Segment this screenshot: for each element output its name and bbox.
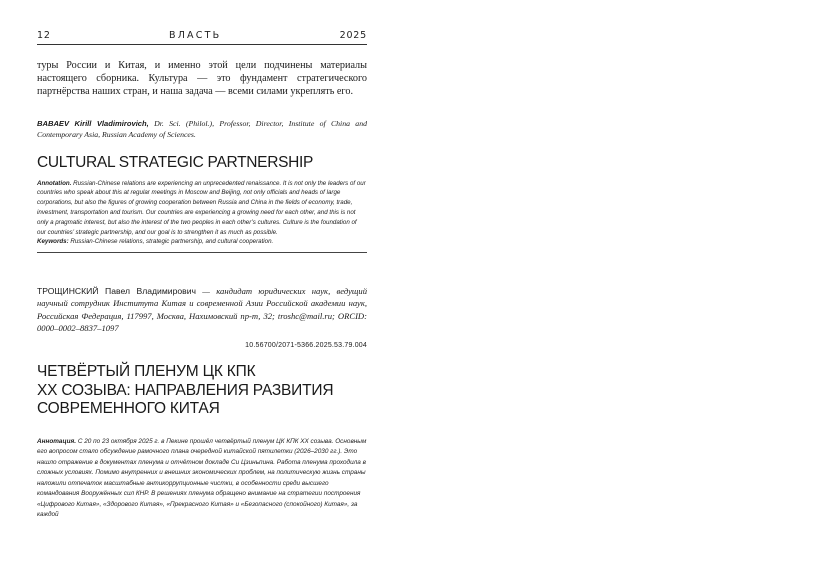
intro-paragraph: туры России и Китая, и именно этой цели подчинены материалы настоящего сборника. Культура — это фундамент стратегического партнёрства наших стран, и наша задача — всеми силами укреплять его. — [37, 60, 367, 98]
author-ru — [37, 285, 367, 334]
journal-title: ВЛАСТЬ — [168, 30, 222, 41]
title-ru-line-3: СОВРЕМЕННОГО КИТАЯ — [37, 400, 220, 418]
annotation-text-en: Russian-Chinese relations are experiencing an unprecedented renaissance. It is not only the leaders of our countries who speak about this at regular meetings in Moscow and Beijing, not only officials and heads of large corporations, but also the figures of growing cooperation between Russia and China in the fields of economy, trade, investment, transportation and tourism. Our countries are experiencing a growing need for each other, and this is not only a pragmatic interest, but also the interest of the two peoples in each other’s cultures. Culture is the foundation of our countries’ strategic partnership, and our goal is to strengthen it as much as possible. — [37, 179, 366, 236]
page-number: 12 — [37, 30, 51, 41]
annotation-text-ru: С 20 по 23 октября 2025 г. в Пекине прошёл четвёртый пленум ЦК КПК XX созыва. Основным его вопросом стало обсуждение рамочного плана очередной китайской пятилетки (2026–2030 гг.). Это нашло отражение в документах пленума и отчётном докладе Си Цзиньпина. Работа пленума проходила в сложных условиях. Помимо внутренних и внешних экономических проблем, на политическую жизнь страны наложили отпечаток масштабные антикоррупционные чистки, в особенности среди высшего командования Вооружённых сил КНР. В решениях пленума обращено внимание на стратегии построения «Цифрового Китая», «Здорового Китая», «Прекрасного Китая» и «Безопасного (спокойного) Китая», за каждой — [37, 437, 367, 519]
title-ru-line-1: ЧЕТВЁРТЫЙ ПЛЕНУМ ЦК КПК — [37, 363, 256, 381]
running-header — [37, 30, 367, 41]
article-title-en: CULTURAL STRATEGIC PARTNERSHIP — [37, 153, 314, 171]
keywords-label-en: Keywords: — [37, 238, 69, 246]
author-ru-details: — кандидат юридических наук, ведущий научный сотрудник Института Китая и современной Азии Российской академии наук, Российская Федерация, 117997, Москва, Нахимовский пр-т, 32; troshc@mail.ru; ORCID: 0000–0002–8837–1097 — [37, 286, 367, 334]
abstract-ru — [37, 437, 367, 521]
section-divider — [37, 252, 367, 253]
keywords-text-en: Russian-Chinese relations, strategic partnership, and cultural cooperation. — [68, 238, 274, 246]
header-rule — [37, 44, 367, 45]
author-en-name: BABAEV Kirill Vladimirovich, — [37, 118, 149, 128]
annotation-label-ru: Аннотация. — [37, 437, 77, 445]
author-en-details: Dr. Sci. (Philol.), Professor, Director, Institute of China and Contemporary Asia, Russian Academy of Sciences. — [37, 118, 367, 139]
issue-year: 2025 — [339, 30, 367, 41]
title-ru-line-2: XX СОЗЫВА: НАПРАВЛЕНИЯ РАЗВИТИЯ — [37, 381, 334, 399]
article-title-ru — [37, 363, 367, 419]
keywords-en — [37, 237, 367, 247]
author-en — [37, 118, 367, 140]
doi: 10.56700/2071-5366.2025.53.79.004 — [245, 342, 367, 350]
journal-page — [37, 30, 367, 521]
author-ru-name: ТРОЩИНСКИЙ Павел Владимирович — [37, 286, 196, 297]
annotation-label-en: Annotation. — [37, 179, 72, 187]
abstract-en — [37, 179, 367, 248]
